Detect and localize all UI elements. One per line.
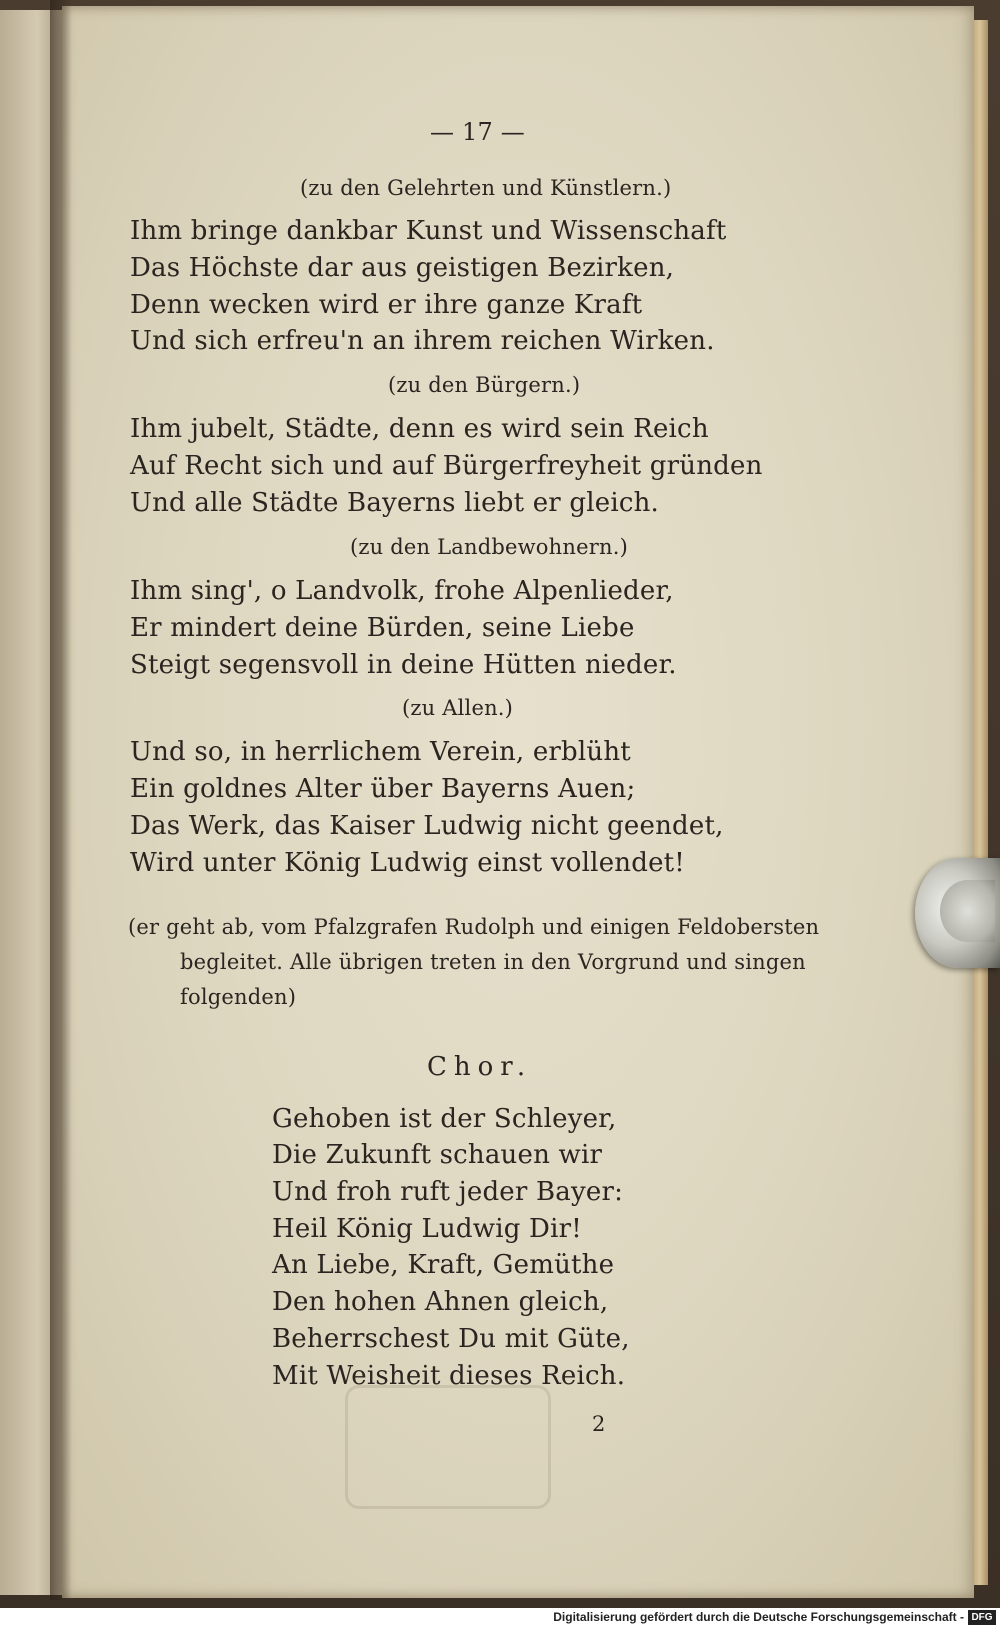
exit-direction: (er geht ab, vom Pfalzgrafen Rudolph und einigen Feldobersten (128, 915, 820, 939)
verse-line: Ein goldnes Alter über Bayerns Auen; (130, 774, 636, 804)
chorus-line: Die Zukunft schauen wir (272, 1140, 603, 1170)
chorus-line: Heil König Ludwig Dir! (272, 1214, 582, 1244)
chorus-line: Den hohen Ahnen gleich, (272, 1287, 609, 1317)
chorus-line: An Liebe, Kraft, Gemüthe (272, 1250, 615, 1280)
chorus-line: Gehoben ist der Schleyer, (272, 1104, 617, 1134)
verse-line: Ihm jubelt, Städte, denn es wird sein Reich (130, 414, 709, 444)
verse-line: Das Höchste dar aus geistigen Bezirken, (130, 253, 675, 283)
library-stamp-bleedthrough (345, 1385, 551, 1509)
stage-direction: (zu Allen.) (402, 696, 514, 720)
stage-direction: (zu den Bürgern.) (388, 373, 581, 397)
verse-line: Steigt segensvoll in deine Hütten nieder. (130, 650, 677, 680)
verse-line: Er mindert deine Bürden, seine Liebe (130, 613, 635, 643)
verse-line: Und sich erfreu'n an ihrem reichen Wirken. (130, 326, 715, 356)
verse-line: Auf Recht sich und auf Bürgerfreyheit gründen (130, 451, 763, 481)
spine-shadow (50, 0, 72, 1600)
verse-line: Denn wecken wird er ihre ganze Kraft (130, 290, 643, 320)
exit-direction: begleitet. Alle übrigen treten in den Vorgrund und singen (180, 950, 806, 974)
chorus-line: Und froh ruft jeder Bayer: (272, 1177, 624, 1207)
page-edge-stack (972, 20, 988, 1585)
verse-line: Und so, in herrlichem Verein, erblüht (130, 737, 631, 767)
page-number-header: — 17 — (430, 118, 525, 146)
stage-direction: (zu den Gelehrten und Künstlern.) (300, 176, 672, 200)
dfg-logo: DFG (968, 1610, 996, 1625)
verse-line: Ihm bringe dankbar Kunst und Wissenschaft (130, 216, 727, 246)
chorus-title: Chor. (427, 1052, 533, 1082)
page-clip-highlight (940, 880, 995, 942)
funding-notice: Digitalisierung gefördert durch die Deutsche Forschungsgemeinschaft - (553, 1610, 964, 1624)
stage-direction: (zu den Landbewohnern.) (350, 535, 628, 559)
chorus-line: Beherrschest Du mit Güte, (272, 1324, 630, 1354)
verse-line: Ihm sing', o Landvolk, frohe Alpenlieder, (130, 576, 674, 606)
exit-direction: folgenden) (180, 985, 297, 1009)
signature-mark: 2 (592, 1412, 606, 1436)
chorus-line: Mit Weisheit dieses Reich. (272, 1361, 626, 1391)
verse-line: Wird unter König Ludwig einst vollendet! (130, 848, 685, 878)
verse-line: Das Werk, das Kaiser Ludwig nicht geendet, (130, 811, 724, 841)
verse-line: Und alle Städte Bayerns liebt er gleich. (130, 488, 660, 518)
